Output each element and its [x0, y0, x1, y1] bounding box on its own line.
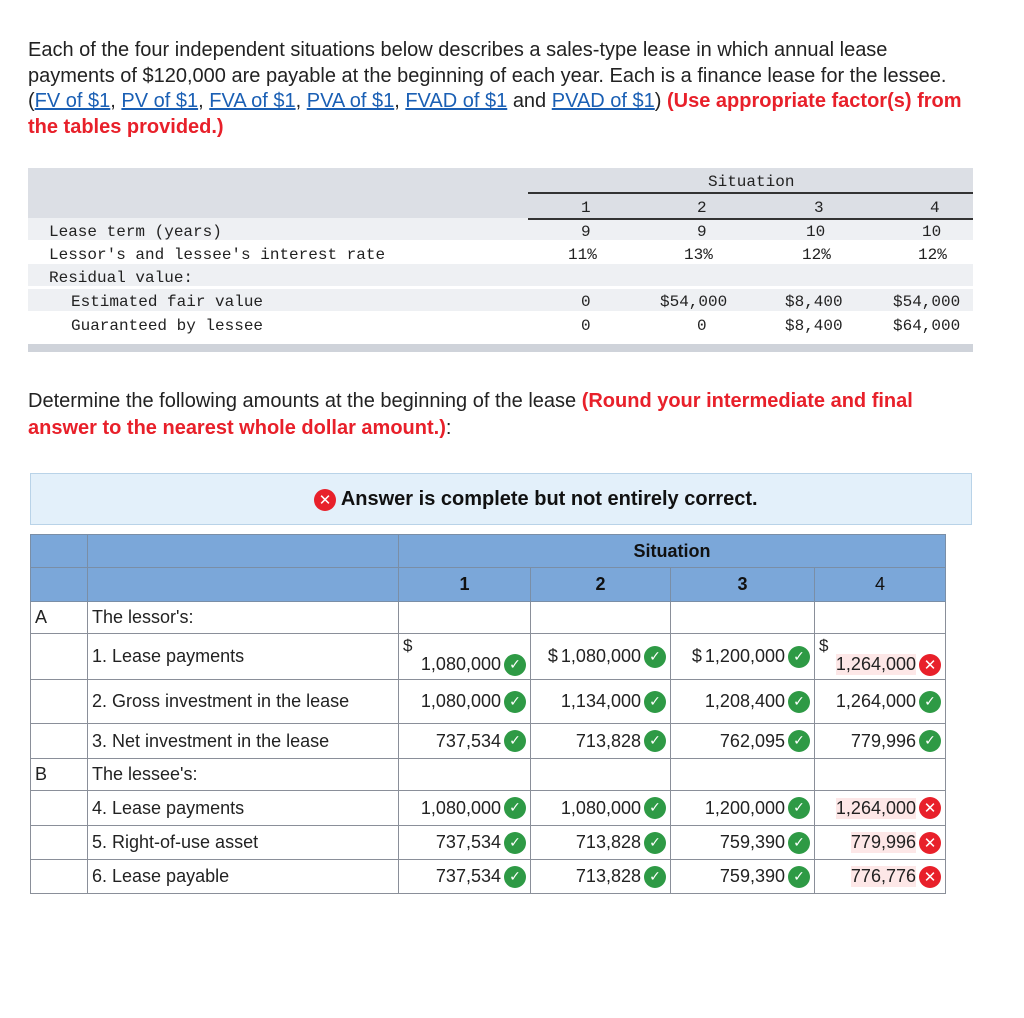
answer-value: 713,828 — [575, 832, 641, 852]
dollar-sign: $ — [547, 646, 558, 666]
x-circle-icon: ✕ — [919, 797, 941, 819]
check-icon: ✓ — [788, 730, 810, 752]
rounding-instruction: (Round your intermediate and final answer to the nearest whole dollar amount.) — [28, 390, 913, 439]
check-icon: ✓ — [788, 646, 810, 668]
answer-value: 1,134,000 — [560, 691, 641, 711]
col-header-2: 2 — [531, 568, 671, 602]
answer-cell[interactable] — [815, 724, 946, 759]
header-underline — [528, 218, 973, 220]
section-row-a — [31, 602, 946, 634]
intro-instruction: (Use appropriate factor(s) from the tables provided.) — [28, 90, 962, 138]
row-label: 4. Lease payments — [88, 791, 399, 826]
row-label-estimated-fair-value: Estimated fair value — [71, 293, 264, 311]
check-icon: ✓ — [504, 654, 526, 676]
dollar-sign: $ — [819, 635, 829, 655]
answer-value: 713,828 — [575, 730, 641, 751]
answer-value: 737,534 — [435, 730, 501, 751]
check-icon: ✓ — [919, 730, 941, 752]
banner-message-wrap — [314, 488, 758, 511]
row-label: 5. Right-of-use asset — [88, 826, 399, 860]
check-icon: ✓ — [644, 691, 666, 713]
banner-message: Answer is complete but not entirely correct. — [340, 488, 758, 510]
answer-cell[interactable] — [399, 680, 531, 724]
x-circle-icon: ✕ — [919, 654, 941, 676]
table-row — [31, 724, 946, 759]
x-circle-icon: ✕ — [314, 489, 336, 511]
answer-cell[interactable] — [671, 860, 815, 894]
cell: $8,400 — [785, 317, 843, 335]
answer-cell[interactable] — [815, 860, 946, 894]
link-fv[interactable]: FV of $1 — [34, 90, 111, 112]
check-icon: ✓ — [504, 797, 526, 819]
table-row — [31, 860, 946, 894]
check-icon: ✓ — [788, 797, 810, 819]
cell: 0 — [697, 317, 707, 335]
answer-table — [30, 534, 946, 894]
answer-value: 1,200,000 — [704, 646, 785, 666]
determine-instruction — [28, 388, 968, 442]
table-row — [31, 791, 946, 826]
answer-value: 759,390 — [719, 832, 785, 852]
x-circle-icon: ✕ — [919, 866, 941, 888]
cell: 10 — [806, 223, 826, 241]
close-paren: ) — [654, 90, 662, 112]
dollar-sign: $ — [691, 646, 702, 666]
cell: 12% — [918, 246, 947, 264]
check-icon: ✓ — [504, 730, 526, 752]
col-header-3: 3 — [671, 568, 815, 602]
cell: 0 — [581, 317, 591, 335]
row-label: 1. Lease payments — [88, 634, 399, 680]
row-label-lease-term: Lease term (years) — [49, 223, 222, 241]
answer-value: 1,080,000 — [420, 691, 501, 711]
section-heading-lessor: The lessor's: — [88, 602, 399, 634]
answer-value: 762,095 — [719, 730, 785, 751]
check-icon: ✓ — [919, 691, 941, 713]
answer-cell[interactable] — [531, 680, 671, 724]
answer-cell[interactable] — [671, 791, 815, 826]
answer-cell[interactable] — [671, 724, 815, 759]
cell: $64,000 — [893, 317, 961, 335]
link-pva[interactable]: PVA of $1 — [306, 90, 395, 112]
lease-info-table — [28, 168, 973, 353]
answer-value: 1,264,000 — [835, 797, 916, 818]
section-row-b — [31, 759, 946, 791]
answer-value: 776,776 — [850, 866, 916, 886]
answer-value: 1,264,000 — [835, 691, 916, 711]
answer-value: 1,208,400 — [704, 691, 785, 711]
link-pv[interactable]: PV of $1 — [121, 90, 199, 112]
answer-value: 1,080,000 — [560, 797, 641, 818]
answer-cell[interactable] — [531, 860, 671, 894]
answer-header-row — [31, 535, 946, 568]
col-header-4: 4 — [930, 199, 940, 217]
info-bottom-bar — [28, 344, 973, 352]
check-icon: ✓ — [644, 832, 666, 854]
situation-header: Situation — [708, 173, 795, 191]
row-label: 3. Net investment in the lease — [88, 724, 399, 759]
determine-text: Determine the following amounts at the beginning of the lease — [28, 390, 582, 412]
answer-cell[interactable] — [671, 634, 815, 680]
check-icon: ✓ — [644, 797, 666, 819]
section-heading-lessee: The lessee's: — [88, 759, 399, 791]
answer-cell[interactable] — [399, 860, 531, 894]
check-icon: ✓ — [504, 866, 526, 888]
problem-intro: Each of the four independent situations below describes a sales-type lease in which annual lease payments of $120,000 are payable at the beginning of each year. Each is a finance lease for the lessee. (FV of $1, PV of $1, FVA of $1, PVA of $1, FVAD of $1 and PVAD of $1) (Use appropriate factor(s) from the tables provided.) — [28, 39, 962, 138]
answer-value: 1,200,000 — [704, 797, 785, 818]
check-icon: ✓ — [788, 866, 810, 888]
x-circle-icon: ✕ — [919, 832, 941, 854]
answer-value: 737,534 — [435, 866, 501, 886]
cell: $54,000 — [660, 293, 728, 311]
cell: 11% — [568, 246, 597, 264]
answer-cell[interactable] — [531, 826, 671, 860]
cell: $8,400 — [785, 293, 843, 311]
col-header-2: 2 — [697, 199, 707, 217]
section-letter-a: A — [31, 602, 88, 634]
cell: 9 — [697, 223, 707, 241]
colon: : — [445, 417, 452, 439]
table-row — [31, 634, 946, 680]
answer-value: 1,080,000 — [420, 797, 501, 818]
col-header-1: 1 — [399, 568, 531, 602]
check-icon: ✓ — [504, 832, 526, 854]
answer-cell[interactable] — [399, 634, 531, 680]
answer-value: 713,828 — [575, 866, 641, 886]
answer-cell[interactable] — [531, 724, 671, 759]
col-header-1: 1 — [581, 199, 591, 217]
answer-cell[interactable] — [671, 680, 815, 724]
cell: 10 — [922, 223, 942, 241]
intro-text: Each of the four independent situations below describes a sales-type lease in which annual lease payments of $120,000 are payable at the beginning of each year. Each is a finance lease for the lessee. ( — [28, 39, 947, 112]
dollar-sign: $ — [403, 635, 413, 655]
check-icon: ✓ — [644, 730, 666, 752]
and-word: and — [512, 90, 547, 112]
answer-value: 737,534 — [435, 832, 501, 852]
cell: 0 — [581, 293, 591, 311]
answer-column-row — [31, 568, 946, 602]
link-fva[interactable]: FVA of $1 — [209, 90, 296, 112]
table-row — [31, 680, 946, 724]
check-icon: ✓ — [644, 866, 666, 888]
col-header-4: 4 — [815, 568, 946, 602]
row-label-residual-value: Residual value: — [49, 269, 194, 287]
answer-cell[interactable] — [815, 680, 946, 724]
row-label-guaranteed-by-lessee: Guaranteed by lessee — [71, 317, 264, 335]
table-row — [31, 826, 946, 860]
cell: 13% — [684, 246, 713, 264]
answer-value: 779,996 — [850, 730, 916, 751]
answer-cell[interactable] — [531, 791, 671, 826]
answer-value: 1,080,000 — [420, 654, 501, 674]
cell: 9 — [581, 223, 591, 241]
row-label-interest-rate: Lessor's and lessee's interest rate — [49, 246, 386, 264]
section-letter-b: B — [31, 759, 88, 791]
answer-value: 1,080,000 — [560, 646, 641, 666]
link-fvad[interactable]: FVAD of $1 — [405, 90, 508, 112]
answer-cell[interactable] — [399, 724, 531, 759]
answer-value: 759,390 — [719, 866, 785, 886]
check-icon: ✓ — [504, 691, 526, 713]
result-banner — [30, 473, 972, 525]
answer-cell[interactable] — [815, 634, 946, 680]
cell: $54,000 — [893, 293, 961, 311]
check-icon: ✓ — [788, 691, 810, 713]
cell: 12% — [802, 246, 831, 264]
answer-cell[interactable] — [531, 634, 671, 680]
check-icon: ✓ — [788, 832, 810, 854]
answer-value: 1,264,000 — [835, 654, 916, 674]
answer-value: 779,996 — [850, 832, 916, 852]
situation-header: Situation — [399, 535, 946, 568]
link-pvad[interactable]: PVAD of $1 — [551, 90, 655, 112]
answer-cell[interactable] — [815, 791, 946, 826]
situation-underline — [528, 192, 973, 194]
check-icon: ✓ — [644, 646, 666, 668]
col-header-3: 3 — [814, 199, 824, 217]
row-label: 2. Gross investment in the lease — [88, 680, 399, 724]
answer-cell[interactable] — [399, 826, 531, 860]
answer-cell[interactable] — [815, 826, 946, 860]
answer-cell[interactable] — [671, 826, 815, 860]
answer-cell[interactable] — [399, 791, 531, 826]
row-label: 6. Lease payable — [88, 860, 399, 894]
